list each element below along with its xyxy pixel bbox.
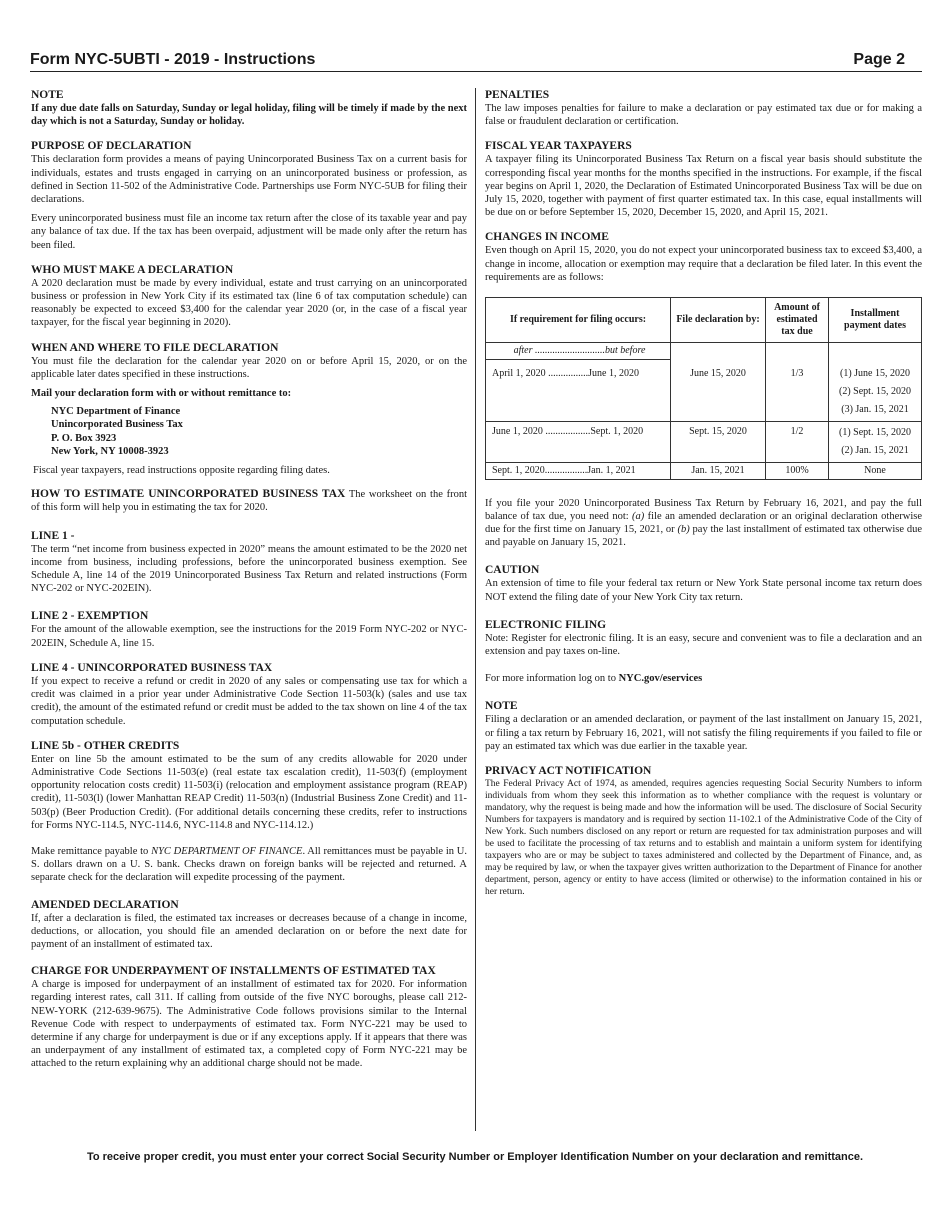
- mailing-address: [51, 405, 467, 458]
- table-cell: Jan. 15, 2021: [671, 462, 766, 479]
- address-line: NYC Department of Finance: [51, 406, 181, 418]
- remittance-text-b: . All remittances must be payable in U. S. dollars drawn on a U. S. bank. Checks drawn on foreign banks will be rejected and returned. A separate check for the declaration will expedite processing of the payment.: [31, 845, 467, 884]
- page-header: [30, 49, 922, 72]
- after-table-paragraph: [485, 497, 922, 550]
- address-line: New York, NY 10008-3923: [51, 445, 169, 457]
- footer-notice: To receive proper credit, you must enter your correct Social Security Number or Employer Identification Number on your declaration and remittance.: [86, 1151, 864, 1163]
- when-text: You must file the declaration for the calendar year 2020 on or before April 15, 2020, or on the applicable later dates specified in these instructions.: [31, 355, 467, 380]
- charge-heading: CHARGE FOR UNDERPAYMENT OF INSTALLMENTS OF ESTIMATED TAX: [31, 965, 436, 978]
- table-cell: June 1, 2020 ..................Sept. 1, 2020: [486, 421, 671, 462]
- more-info-paragraph: [485, 672, 922, 685]
- remittance-text-a: Make remittance payable to: [31, 845, 152, 857]
- fiscal-heading: FISCAL YEAR TAXPAYERS: [485, 140, 632, 153]
- who-text: A 2020 declaration must be made by every individual, estate and trust carrying on an unincorporated business or profession in New York City if its estimated tax (line 6 of tax computation schedule) can reasonably be expected to exceed $3,400 for the calendar year 2020 (or, in the case of a fiscal year taxpayer, for the fiscal year beginning in 2020).: [31, 277, 467, 329]
- how-to-estimate-paragraph: [31, 488, 467, 514]
- installment-date: (2) Sept. 15, 2020: [839, 385, 911, 397]
- line5b-text: Enter on line 5b the amount estimated to be the sum of any credits allowable for 2020 under Administrative Code Sections 11-503(e) (real estate tax escalation credit), 11-503(f) (employment opportunity relocation costs credit) 11-503(i) (relocation and employment assistance program (REAP) credit), 11-503(l) (lower Manhattan REAP Credit) 11-503(n) (Industrial Business Zone Credit) and 11-503(p) (Beer Production Credit). (For additional details concerning these credits, refer to instructions for Forms NYC-114.5, NYC-114.6, NYC-114.8 and NYC-114.12.): [31, 753, 467, 831]
- note2-heading: NOTE: [485, 700, 518, 713]
- after-table-text-c: pay the last installment of estimated tax otherwise due and payable on January 15, 2021.: [485, 523, 922, 549]
- installment-date: (2) Jan. 15, 2021: [841, 444, 909, 456]
- installment-table: [485, 297, 922, 480]
- line5b-heading: LINE 5b - OTHER CREDITS: [31, 739, 180, 752]
- purpose-paragraph-1: This declaration form provides a means of paying Unincorporated Business Tax on a current basis for individuals, estates and trusts engaged in carrying on an unincorporated business or profession, as defined in Section 11-502 of the Administrative Code. Partnerships use Form NYC-5UB for filing their declarations.: [31, 154, 467, 206]
- line4-heading: LINE 4 - UNINCORPORATED BUSINESS TAX: [31, 661, 273, 674]
- amended-heading: AMENDED DECLARATION: [31, 898, 179, 911]
- table-subheader: after ............................but before: [486, 343, 671, 360]
- who-heading: WHO MUST MAKE A DECLARATION: [31, 263, 234, 276]
- table-cell: April 1, 2020 ................June 1, 2020: [486, 360, 671, 422]
- eservices-link[interactable]: NYC.gov/eservices: [618, 673, 703, 685]
- address-line: Unincorporated Business Tax: [51, 419, 183, 431]
- caution-text: An extension of time to file your federal tax return or New York State personal income tax return does NOT extend the filing date of your New York City tax return.: [485, 578, 922, 603]
- installment-date: (1) Sept. 15, 2020: [839, 426, 911, 438]
- right-column: [485, 88, 922, 898]
- column-divider: [475, 88, 476, 1131]
- note-heading: NOTE: [31, 89, 64, 101]
- installment-date: (1) June 15, 2020: [840, 367, 910, 379]
- fiscal-text: A taxpayer filing its Unincorporated Business Tax Return on a fiscal year basis should substitute the corresponding fiscal year months for the months specified in the instructions. For example, if the fiscal year begins on April 1, 2020, the Declaration of Estimated Unincorporated Business Tax will be due on July 15, 2020, together with payment of first quarter estimated tax. In this case, equal installments will be due on or before September 15, 2020, December 15, 2020, and April 15, 2021.: [485, 154, 922, 219]
- table-header: Amount of estimated tax due: [766, 298, 829, 343]
- line1-heading: LINE 1 -: [31, 529, 75, 542]
- after-table-text-b: file an amended declaration or an original declaration otherwise due for the first time on January 15, 2021, or: [485, 510, 923, 535]
- penalties-heading: PENALTIES: [485, 89, 550, 101]
- when-heading: WHEN AND WHERE TO FILE DECLARATION: [31, 341, 279, 354]
- line2-heading: LINE 2 - EXEMPTION: [31, 610, 149, 623]
- table-cell: 1/2: [766, 421, 829, 462]
- changes-heading: CHANGES IN INCOME: [485, 231, 609, 244]
- privacy-heading: PRIVACY ACT NOTIFICATION: [485, 764, 652, 777]
- fiscal-year-note: Fiscal year taxpayers, read instructions opposite regarding filing dates.: [33, 465, 330, 477]
- how-heading: HOW TO ESTIMATE UNINCORPORATED BUSINESS TAX: [31, 488, 346, 501]
- table-cell: [829, 360, 922, 422]
- penalties-text: The law imposes penalties for failure to make a declaration or pay estimated tax due or for making a false or fraudulent declaration or certification.: [485, 103, 922, 128]
- after-table-text-a: If you file your 2020 Unincorporated Business Tax Return by February 16, 2021, and pay the full balance of tax due, you need not:: [485, 497, 922, 522]
- how-text: The worksheet on the front of this form will help you in estimating the tax for 2020.: [31, 489, 468, 514]
- table-cell: Sept. 15, 2020: [671, 421, 766, 462]
- caution-heading: CAUTION: [485, 564, 540, 577]
- table-header: Installment payment dates: [829, 298, 922, 343]
- mail-instruction: Mail your declaration form with or without remittance to:: [31, 388, 292, 400]
- remittance-payee: NYC DEPARTMENT OF FINANCE: [151, 845, 303, 857]
- line4-text: If you expect to receive a refund or credit in 2020 of any sales or compensating use tax for which a credit was claimed in a prior year under Administrative Code Section 11-503(k) (sales and use tax credit), the amount of the estimated refund or credit must be added to the tax shown on line 4 of the tax computation schedule.: [31, 675, 467, 727]
- left-column: [31, 88, 467, 1071]
- more-info-text: For more information log on to: [485, 673, 619, 685]
- page-number: Page 2: [853, 51, 905, 68]
- changes-text: Even though on April 15, 2020, you do not expect your unincorporated business tax to exceed $3,400, a change in income, allocation or exemption may require that a declaration be filed later. In this event the requirements are as follows:: [485, 245, 922, 283]
- table-cell: June 15, 2020: [671, 360, 766, 422]
- amended-text: If, after a declaration is filed, the estimated tax increases or decreases because of a change in income, deductions, or allocation, you should file an amended declaration on or before the next date for payment of an installment of estimated tax.: [31, 912, 467, 950]
- installment-date: (3) Jan. 15, 2021: [841, 403, 909, 415]
- table-cell: [829, 421, 922, 462]
- privacy-text: The Federal Privacy Act of 1974, as amended, requires agencies requesting Social Security Numbers to inform individuals from whom they seek this information as to whether compliance with the request is voluntary or mandatory, why the request is being made and how the information will be used. The disclosure of Social Security Numbers for taxpayers is mandatory and is required by section 11-102.1 of the Administrative Code of the City of New York. Such numbers disclosed on any report or return are requested for tax administration purposes and will be used to facilitate the processing of tax returns and to establish and maintain a uniform system for identifying taxpayers who are or may be subject to taxes administered and collected by the Department of Finance, and, as may be required by law, or when the taxpayer gives written authorization to the Department of Finance for another department, person, agency or entity to have access (limited or otherwise) to the information contained in his or her return.: [485, 778, 922, 897]
- after-table-b-label: (b): [677, 523, 690, 535]
- efile-heading: ELECTRONIC FILING: [485, 618, 607, 631]
- note-text: If any due date falls on Saturday, Sunday or legal holiday, filing will be timely if made by the next day which is not a Saturday, Sunday or holiday.: [31, 103, 467, 128]
- form-title: Form NYC-5UBTI - 2019 - Instructions: [30, 51, 316, 68]
- address-line: P. O. Box 3923: [51, 432, 117, 444]
- remittance-paragraph: [31, 845, 467, 885]
- table-cell: 1/3: [766, 360, 829, 422]
- purpose-paragraph-2: Every unincorporated business must file an income tax return after the close of its taxable year and pay any balance of tax due. If the tax has been overpaid, adjustment will be made only after the return has been filed.: [31, 213, 467, 251]
- table-cell: 100%: [766, 462, 829, 479]
- table-cell: Sept. 1, 2020.................Jan. 1, 2021: [486, 462, 671, 479]
- after-table-a-label: (a): [632, 510, 645, 522]
- line1-text: The term “net income from business expected in 2020” means the amount estimated to be the 2020 net income from business, including professions, before the unincorporated business exemption. See Schedule A, line 14 of the 2019 Unincorporated Business Tax Return and related instructions (Form NYC-202 or NYC-202EIN).: [31, 543, 467, 595]
- note2-text: Filing a declaration or an amended declaration, or payment of the last installment on January 15, 2021, or filing a tax return by February 16, 2021, will not satisfy the filing requirements if you failed to file or pay an estimated tax which was due earlier in the taxable year.: [485, 714, 922, 752]
- table-header: If requirement for filing occurs:: [486, 298, 671, 343]
- table-row: [486, 360, 922, 422]
- line2-text: For the amount of the allowable exemption, see the instructions for the 2019 Form NYC-202 or NYC-202EIN, Schedule A, line 15.: [31, 624, 467, 649]
- charge-text: A charge is imposed for underpayment of an installment of estimated tax for 2020. For information regarding interest rates, call 311. If calling from outside of the five NYC boroughs, please call 212-NEW-YORK (212-639-9675). The Administrative Code follows provisions similar to the Internal Revenue Code with respect to underpayments of estimated tax. Form NYC-221 may be used to determine if any charge for underpayment is due or if any exceptions apply. If it appears that there was an underpayment of any installment of estimated tax, a completed copy of Form NYC-221 may be attached to the return explaining why an additional charge should not be made.: [31, 979, 467, 1070]
- purpose-heading: PURPOSE OF DECLARATION: [31, 140, 192, 153]
- efile-text: Note: Register for electronic filing. It is an easy, secure and convenient was to file a declaration and an extension and pay taxes on-line.: [485, 632, 922, 657]
- table-cell: None: [829, 462, 922, 479]
- table-row: [486, 462, 922, 479]
- table-row: [486, 421, 922, 462]
- table-header: File declaration by:: [671, 298, 766, 343]
